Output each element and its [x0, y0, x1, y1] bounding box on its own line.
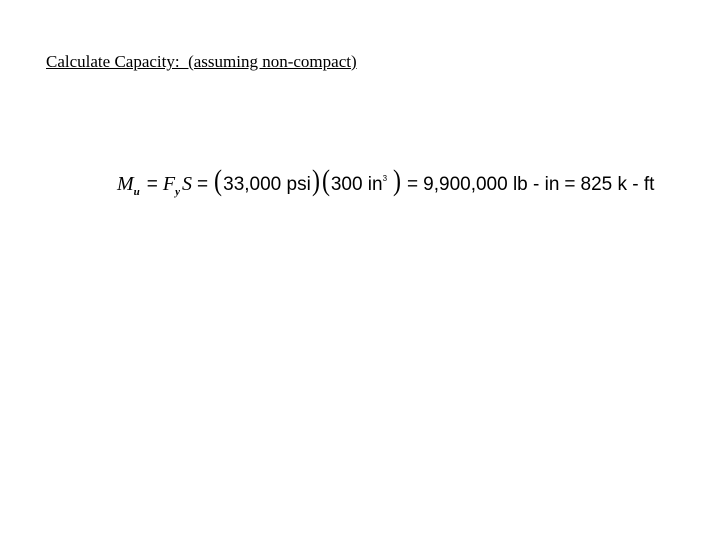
exponent: 3 — [382, 174, 388, 183]
yield-stress-subscript: y — [175, 186, 181, 198]
equals-sign: = — [407, 174, 419, 195]
close-paren: ) — [311, 164, 320, 197]
moment-capacity-equation — [117, 166, 654, 196]
equals-sign: = — [564, 174, 576, 195]
open-paren: ( — [321, 164, 330, 197]
equals-sign: = — [146, 174, 158, 195]
result-k-ft: 825 k - ft — [580, 174, 655, 195]
section-modulus-value: 300 in — [330, 174, 383, 195]
heading: Calculate Capacity: (assuming non-compact) — [46, 52, 357, 71]
moment-symbol: M — [117, 173, 134, 195]
result-lb-in: 9,900,000 lb - in — [423, 174, 560, 195]
moment-subscript: u — [133, 186, 140, 198]
yield-stress-value: 33,000 psi — [223, 174, 311, 195]
section-modulus-symbol: S — [182, 173, 193, 195]
open-paren: ( — [214, 164, 223, 197]
equals-sign: = — [197, 174, 209, 195]
yield-stress-symbol: F — [162, 173, 176, 195]
close-paren: ) — [393, 164, 402, 197]
